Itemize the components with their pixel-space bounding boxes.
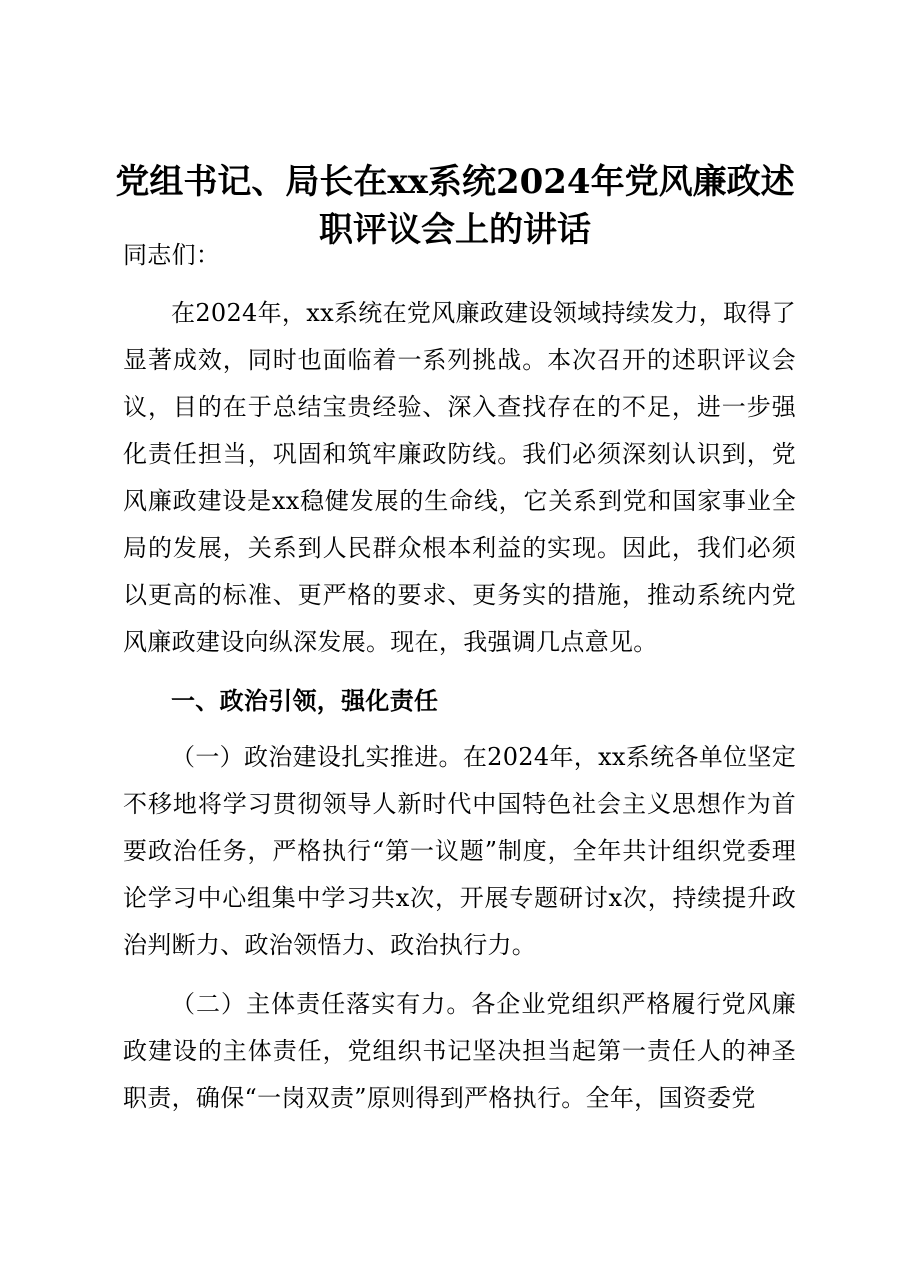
title-line-2: 职评议会上的讲话: [319, 210, 591, 250]
document-body: [123, 232, 796, 1134]
intro-paragraph: 在2024年，xx系统在党风廉政建设领域持续发力，取得了显著成效，同时也面临着一系列挑战。本次召开的述职评议会议，目的在于总结宝贵经验、深入查找存在的不足，进一步强化责任担当，巩固和筑牢廉政防线。我们必须深刻认识到，党风廉政建设是xx稳健发展的生命线，它关系到党和国家事业全局的发展，关系到人民群众根本利益的实现。因此，我们必须以更高的标准、更严格的要求、更务实的措施，推动系统内党风廉政建设向纵深发展。现在，我强调几点意见。: [123, 299, 796, 656]
salutation: 同志们：: [123, 241, 221, 269]
title-line-1: 党组书记、局长在xx系统2024年党风廉政述: [115, 162, 795, 202]
section1-paragraph-2: （二）主体责任落实有力。各企业党组织严格履行党风廉政建设的主体责任，党组织书记坚决担当起第一责任人的神圣职责，确保“一岗双责”原则得到严格执行。全年，国资委党: [123, 990, 796, 1112]
section1-paragraph-1: （一）政治建设扎实推进。在2024年，xx系统各单位坚定不移地将学习贯彻领导人新时代中国特色社会主义思想作为首要政治任务，严格执行“第一议题”制度，全年共计组织党委理论学习中心组集中学习共x次，开展专题研讨x次，持续提升政治判断力、政治领悟力、政治执行力。: [123, 743, 796, 959]
section-heading-1: 一、政治引领，强化责任: [171, 687, 439, 715]
